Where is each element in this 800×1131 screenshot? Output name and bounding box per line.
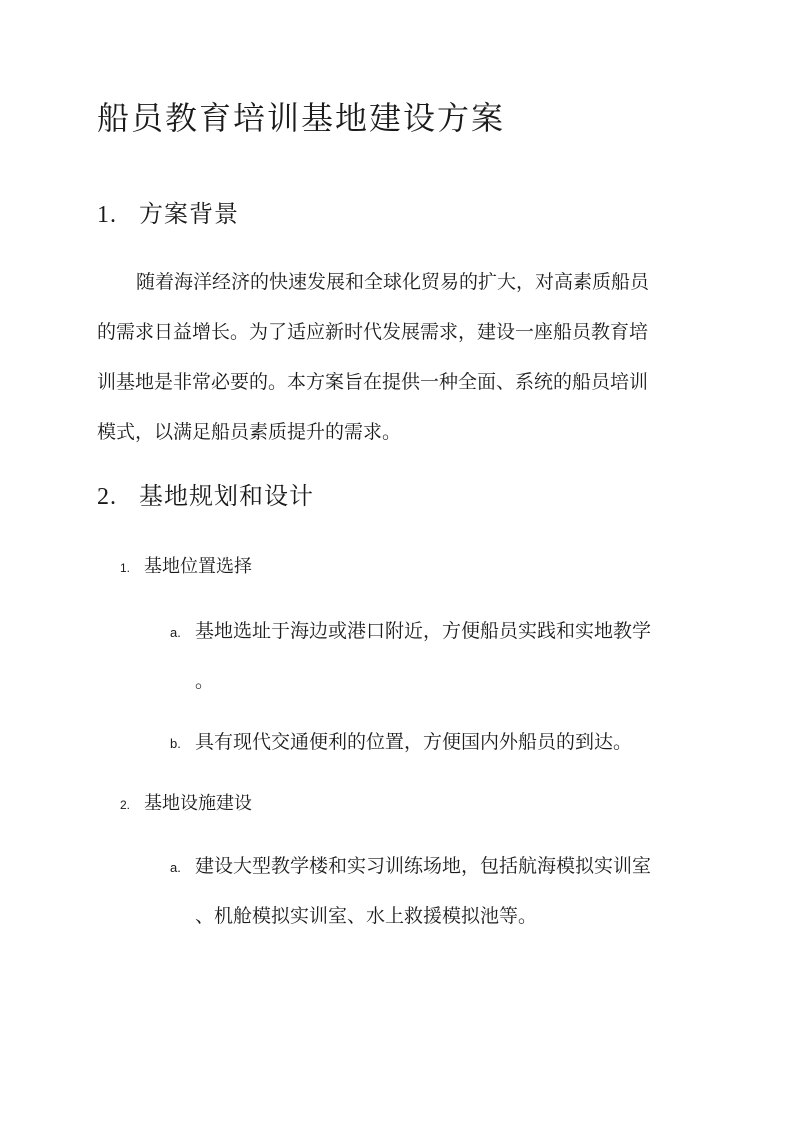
paragraph-line: 训基地是非常必要的。本方案旨在提供一种全面、系统的船员培训 [97, 371, 649, 393]
section-title: 方案背景 [139, 200, 239, 228]
list-item-continuation: 。 [195, 670, 215, 692]
subsection-heading [120, 553, 252, 581]
list-item [170, 852, 651, 880]
subsection-title: 基地位置选择 [144, 556, 252, 577]
list-item [170, 617, 651, 645]
section-heading [97, 480, 314, 513]
paragraph-line: 模式，以满足船员素质提升的需求。 [97, 421, 402, 443]
paragraph-line: 的需求日益增长。为了适应新时代发展需求，建设一座船员教育培 [97, 321, 649, 343]
paragraph-line: 随着海洋经济的快速发展和全球化贸易的扩大，对高素质船员 [136, 271, 650, 293]
section-number: 2. [97, 484, 117, 510]
section-number: 1. [97, 202, 117, 228]
list-item-letter: a. [170, 860, 181, 875]
list-item-letter: a. [170, 625, 181, 640]
section-heading [97, 198, 239, 231]
list-item-text: 具有现代交通便利的位置，方便国内外船员的到达。 [195, 731, 633, 753]
list-item-text: 基地选址于海边或港口附近，方便船员实践和实地教学 [195, 620, 652, 642]
list-item-text: 建设大型教学楼和实习训练场地，包括航海模拟实训室 [195, 855, 652, 877]
list-item-continuation: 、机舱模拟实训室、水上救援模拟池等。 [195, 905, 538, 927]
list-item-letter: b. [170, 736, 181, 751]
subsection-heading [120, 790, 252, 818]
subsection-number: 2. [120, 797, 131, 812]
list-item [170, 728, 632, 756]
section-title: 基地规划和设计 [139, 482, 314, 510]
document-title: 船员教育培训基地建设方案 [97, 99, 506, 137]
subsection-number: 1. [120, 560, 131, 575]
subsection-title: 基地设施建设 [144, 793, 252, 814]
